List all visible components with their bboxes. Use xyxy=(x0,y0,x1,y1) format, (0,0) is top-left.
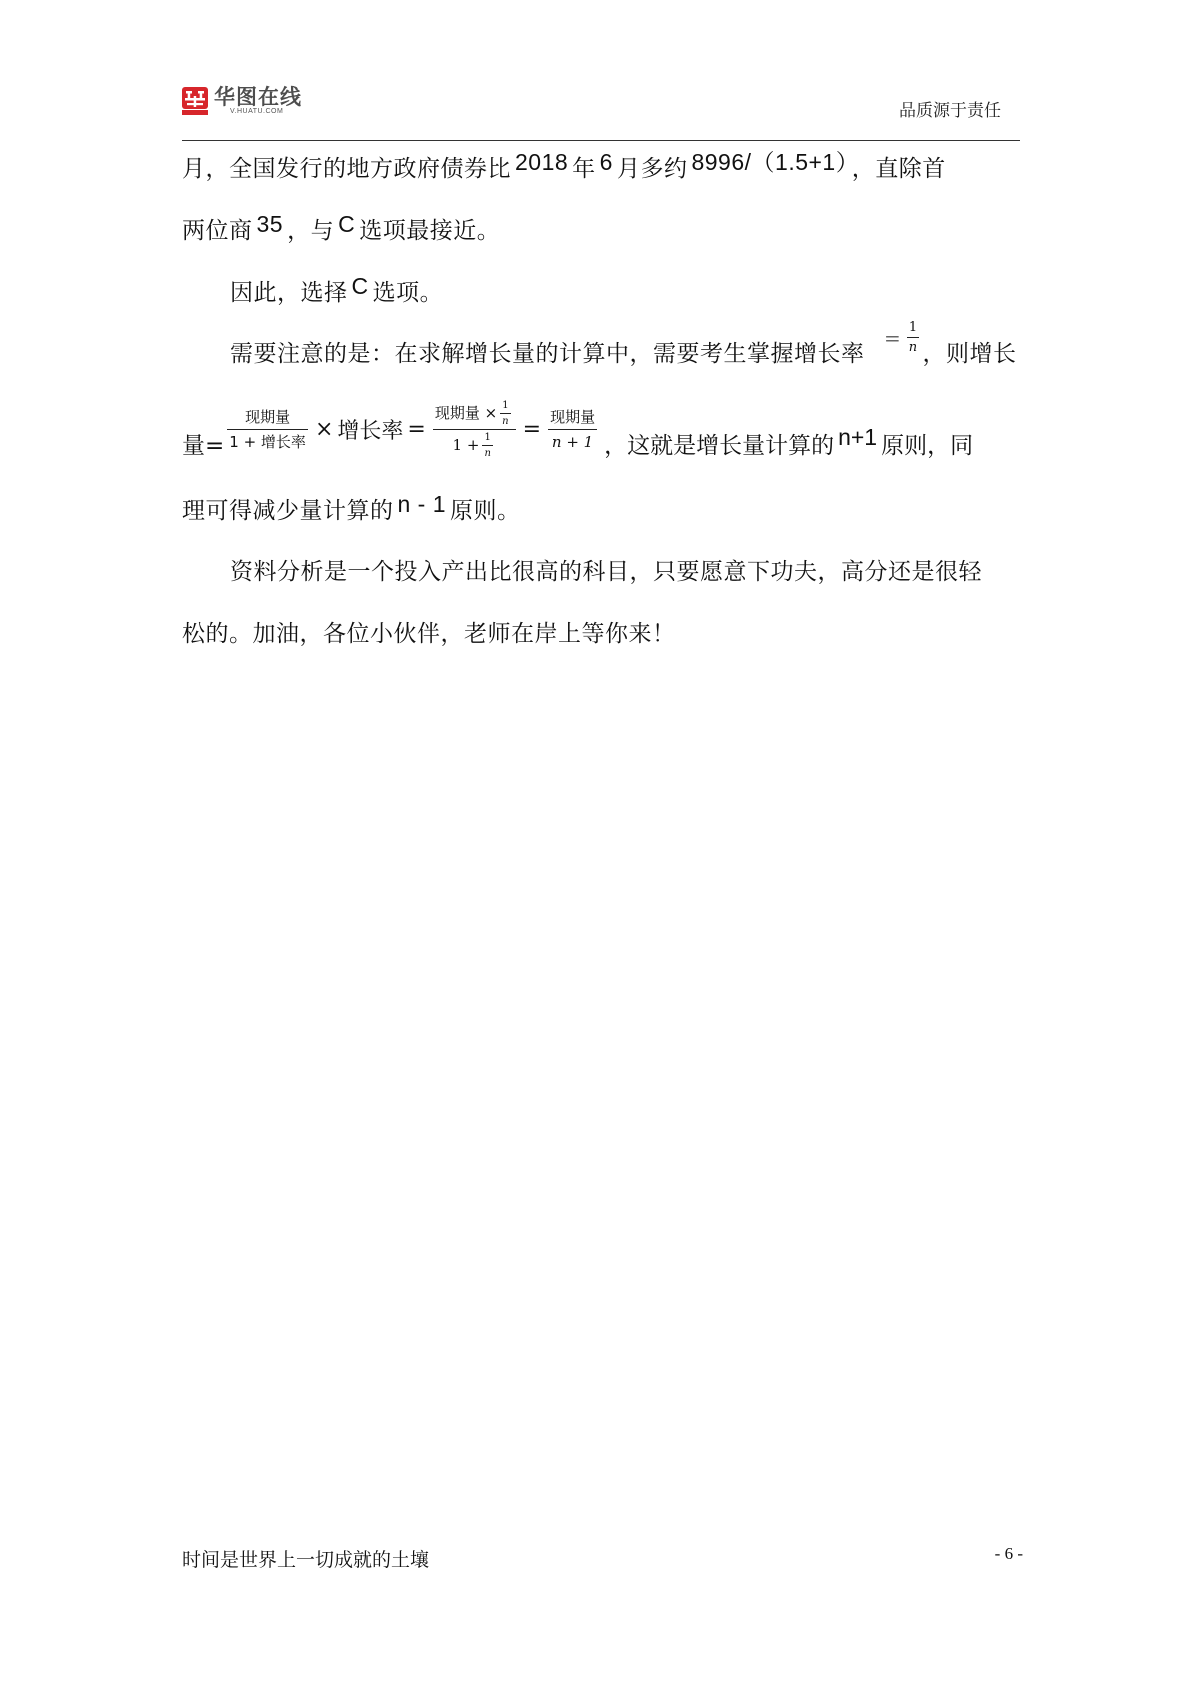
text-run: 月，全国发行的地方政府债券比 xyxy=(182,156,511,182)
equals-sign: = xyxy=(522,416,542,442)
growth-amount-formula-line xyxy=(182,394,973,464)
growth-rate-formula xyxy=(884,320,922,355)
calc-expression: 8996/（1.5+1） xyxy=(691,149,848,175)
fraction-bar xyxy=(482,445,492,446)
fraction-denominator: n + 1 xyxy=(551,432,594,451)
text-run: 选项。 xyxy=(372,280,444,306)
fraction-denominator: n xyxy=(502,415,509,427)
formula-fraction-1 xyxy=(227,407,308,452)
fraction-numerator: 现期量 xyxy=(550,407,596,426)
fraction-denominator: 1 + 增长率 xyxy=(229,432,306,451)
brand-logo xyxy=(182,84,302,118)
fraction-denominator: 1 + xyxy=(452,436,480,454)
fraction-numerator: 1 xyxy=(908,320,918,335)
footer-motto: 时间是世界上一切成就的土壤 xyxy=(182,1549,430,1571)
header-tagline: 品质源于责任 xyxy=(899,101,1001,121)
logo-name: 华图在线 xyxy=(214,85,302,109)
fraction-denominator: n xyxy=(908,340,918,355)
fraction-numerator: 现期量 × xyxy=(434,404,498,422)
text-line-1 xyxy=(182,149,946,184)
text-run: 因此，选择 xyxy=(230,280,348,306)
text-run: ，这就是增长量计算的 xyxy=(604,432,835,459)
month-value: 6 xyxy=(599,149,613,175)
fraction-numerator: 1 xyxy=(484,431,491,443)
fraction-bar xyxy=(907,337,919,338)
huatu-logo-icon xyxy=(182,87,208,115)
text-line-2 xyxy=(182,211,501,246)
header-divider xyxy=(182,140,1020,141)
fraction-bar xyxy=(227,429,308,430)
text-run: 增长率 xyxy=(337,418,404,444)
text-line-6 xyxy=(182,491,521,526)
fraction-bar xyxy=(500,413,510,414)
text-line-8: 松的。加油，各位小伙伴，老师在岸上等你来！ xyxy=(182,621,676,647)
fraction-numerator: 1 xyxy=(502,399,509,411)
text-line-3 xyxy=(230,273,444,308)
text-run: 两位商 xyxy=(182,218,253,244)
formula-fraction-3 xyxy=(548,407,597,452)
page-number: - 6 - xyxy=(994,1544,1023,1563)
fraction-denominator: n xyxy=(484,447,491,459)
text-run: 年 xyxy=(572,156,596,182)
quotient-value: 35 xyxy=(256,211,284,237)
rule-label: n+1 xyxy=(838,423,878,450)
times-sign: × xyxy=(314,416,334,442)
formula-fraction-2 xyxy=(433,400,516,459)
text-run: 需要注意的是：在求解增长量的计算中，需要考生掌握增长率 xyxy=(230,341,865,367)
text-run: 月多约 xyxy=(616,156,688,182)
text-run: 理可得减少量计算的 xyxy=(182,498,394,524)
fraction-numerator: 现期量 xyxy=(245,407,291,426)
text-run: 选项最接近。 xyxy=(359,218,501,244)
text-run: ，与 xyxy=(287,218,335,244)
text-run: ，则增长 xyxy=(922,341,1017,367)
equals-sign: = xyxy=(884,325,901,350)
equals-sign: = xyxy=(407,416,426,442)
fraction-bar xyxy=(433,429,516,430)
text-run: 原则。 xyxy=(450,498,521,524)
year-value: 2018 xyxy=(515,149,569,175)
text-line-7: 资料分析是一个投入产出比很高的科目，只要愿意下功夫，高分还是很轻 xyxy=(230,559,982,585)
logo-url: V.HUATU.COM xyxy=(230,108,284,115)
rule-label: n - 1 xyxy=(397,491,447,517)
text-run: ，直除首 xyxy=(851,156,946,182)
fraction-bar xyxy=(548,429,597,430)
text-run: 原则，同 xyxy=(881,432,974,459)
option-letter: C xyxy=(338,211,356,237)
text-run: 量= xyxy=(182,432,225,459)
option-letter: C xyxy=(351,273,369,299)
